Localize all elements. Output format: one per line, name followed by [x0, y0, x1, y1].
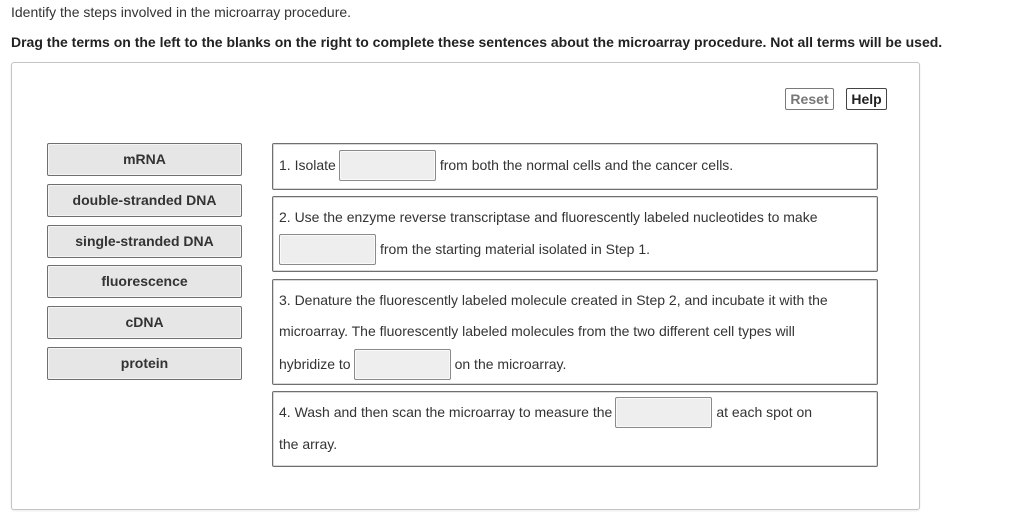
sentence-2-line-1: 2. Use the enzyme reverse transcriptase and fluorescently labeled nucleotides to make — [279, 209, 818, 225]
sentence-1-text-before: 1. Isolate — [279, 157, 336, 173]
blank-3-drop-target[interactable] — [354, 349, 451, 380]
reset-button[interactable]: Reset — [785, 88, 834, 110]
question-instructions: Drag the terms on the left to the blanks on the right to complete these sentences about the microarray procedure. Not all terms will be used. — [11, 34, 943, 50]
blank-2-drop-target[interactable] — [279, 234, 376, 265]
sentence-3-text-after: on the microarray. — [454, 356, 567, 372]
term-fluorescence[interactable]: fluorescence — [47, 265, 242, 298]
sentence-1-text-after: from both the normal cells and the cancer cells. — [439, 157, 734, 173]
term-mrna[interactable]: mRNA — [47, 143, 242, 176]
term-double-stranded-dna[interactable]: double-stranded DNA — [47, 184, 242, 217]
drag-drop-panel — [11, 62, 920, 510]
blank-4-drop-target[interactable] — [615, 397, 712, 428]
sentence-2 — [272, 196, 878, 272]
blank-1-drop-target[interactable] — [339, 150, 436, 181]
question-intro: Identify the steps involved in the microarray procedure. — [11, 4, 352, 20]
sentence-3-line-2: microarray. The fluorescently labeled molecules from the two different cell types will — [279, 323, 795, 339]
sentence-3-text-before: hybridize to — [279, 356, 351, 372]
sentence-4 — [272, 391, 878, 467]
term-cdna[interactable]: cDNA — [47, 306, 242, 339]
term-single-stranded-dna[interactable]: single-stranded DNA — [47, 225, 242, 258]
sentence-2-text-after: from the starting material isolated in Step 1. — [380, 241, 651, 257]
sentence-3-line-1: 3. Denature the fluorescently labeled molecule created in Step 2, and incubate it with the — [279, 292, 828, 308]
sentence-4-text-before: 4. Wash and then scan the microarray to measure the — [279, 404, 613, 420]
sentence-4-line-2: the array. — [279, 436, 338, 452]
sentence-1 — [272, 143, 878, 190]
sentence-4-text-after: at each spot on — [716, 404, 813, 420]
help-button[interactable]: Help — [846, 88, 887, 110]
sentence-3 — [272, 279, 878, 385]
term-protein[interactable]: protein — [47, 347, 242, 380]
